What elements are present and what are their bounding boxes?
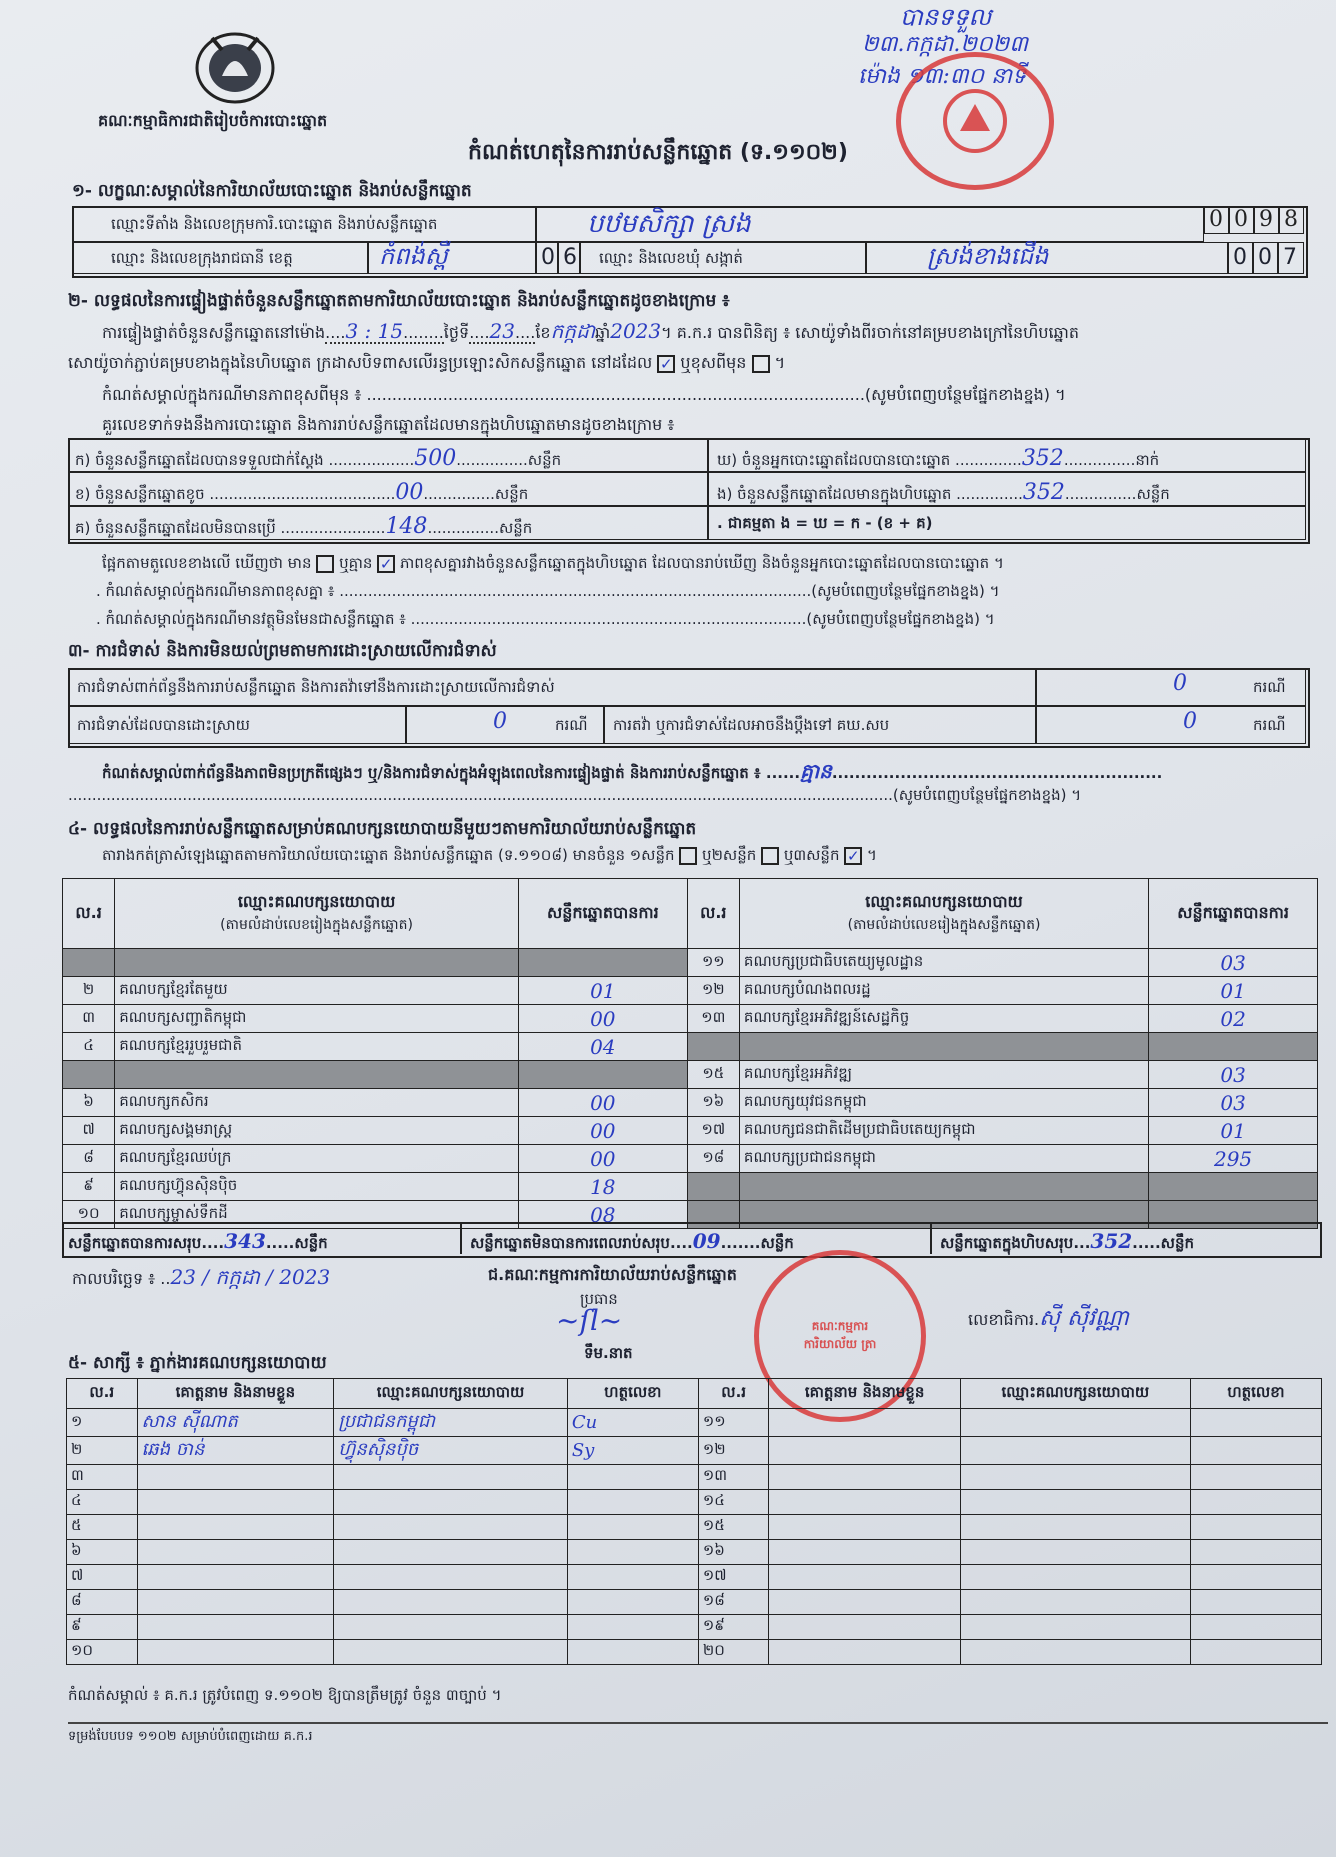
party-name: គណបក្សសង្គមរាស្ត្រ [115,1117,519,1145]
party-name [739,1173,1148,1201]
s1-row1-value: បឋមសិក្សា ស្រង [587,209,751,239]
total-in-box: សន្លឹកឆ្នោតក្នុងហិបសរុប...352.....សន្លឹក [940,1229,1194,1253]
witness-number: ១១ [698,1409,769,1437]
section4-heading: ៤- លទ្ធផលនៃការរាប់សន្លឹកឆ្នោតសម្រាប់គណបក្សនយោបាយនីមួយៗតាមការិយាល័យរាប់សន្លឹកឆ្នោត [68,819,697,839]
witness-name [769,1409,960,1437]
valid-votes [518,1061,687,1089]
valid-votes: 03 [1149,1089,1318,1117]
party-row [63,1145,1318,1173]
row-number: ១៣ [687,1005,739,1033]
party-row [63,1173,1318,1201]
party-name: គណបក្សប្រជាជនកម្ពុជា [739,1145,1148,1173]
s4-sub: តារាងកត់ត្រាសំឡេងឆ្នោតតាមការិយាល័យបោះឆ្នោត និងរាប់សន្លឹកឆ្នោត (ទ.១១០៨) មានចំនួន ១សន្លឹក ឬ២សន្លឹក ឬ៣សន្លឹក ✓ ។ [102,846,877,865]
org-name: គណៈកម្មាធិការជាតិរៀបចំការបោះឆ្នោត [98,111,328,130]
witness-signature [567,1515,698,1540]
s1-row2-code2-2: 0 [1253,242,1278,274]
party-row [63,1033,1318,1061]
witness-table: ល.រ គោត្តនាម និងនាមខ្លួន ឈ្មោះគណបក្សនយោបាយ ហត្ថលេខា ល.រ គោត្តនាម និងនាមខ្លួន ឈ្មោះគណបក្សនយោបាយ ហត្ថលេខា ១ សាន ស៊ីណាត ប្រជាជនកម្ពុជា Cu ១១ ២ ឆេង ចាន់ ហ៊្វុនស៊ិនប៉ិច Sy ១២ ៣ ១៣ ៤ ១៤ ៥ ១៥ ៦ ១៦ ៧ ១៧ ៨ ១៨ ៩ ១៩ ១០ ២០ [66,1378,1322,1665]
witness-party [334,1490,568,1515]
valid-votes: 00 [518,1145,687,1173]
row-number [63,949,115,977]
row-number [687,1033,739,1061]
witness-party [960,1409,1190,1437]
valid-votes: 02 [1149,1005,1318,1033]
witness-name [137,1465,334,1490]
section5-heading: ៥- សាក្សី ៖ ភ្នាក់ងារគណបក្សនយោបាយ [68,1353,327,1373]
count-d-row: ឃ) ចំនួនអ្នកបោះឆ្នោតដែលបានបោះឆ្នោត ..............352...............នាក់ [708,438,1306,472]
witness-number: ១៦ [698,1540,769,1565]
witness-number: ៦ [67,1540,138,1565]
witness-signature [1190,1590,1321,1615]
party-name [115,1061,519,1089]
witness-party [334,1565,568,1590]
s1-code-1: 0 [1204,206,1229,234]
row-number: ១១ [687,949,739,977]
s1-row2-code-1: 0 [536,242,558,274]
witness-name [137,1640,334,1665]
witness-signature [567,1490,698,1515]
s1-row2-label2: ឈ្មោះ និងលេខឃុំ សង្កាត់ [599,249,743,267]
party-name: គណបក្សខ្មែររួបរួមជាតិ [115,1033,519,1061]
witness-signature [1190,1490,1321,1515]
three-sheets-checkbox[interactable]: ✓ [844,847,862,865]
emblem-icon [192,26,278,106]
party-name: គណបក្សខ្មែរអភិវឌ្ឍ [739,1061,1148,1089]
changed-checkbox[interactable] [752,355,770,373]
witness-party [334,1590,568,1615]
witness-name [769,1540,960,1565]
witness-name [769,1465,960,1490]
witness-party [960,1465,1190,1490]
witness-signature: Sy [567,1437,698,1465]
party-name: គណបក្សខ្មែរអភិវឌ្ឍន៍សេដ្ឋកិច្ច [739,1005,1148,1033]
witness-number: ៩ [67,1615,138,1640]
witness-number: ១ [67,1409,138,1437]
s3-row2-value2-cell: 0 ករណី [1036,706,1306,744]
witness-number: ១០ [67,1640,138,1665]
s1-row1-value-cell [536,206,1204,242]
s1-code-4: 8 [1279,206,1304,234]
party-name [739,1033,1148,1061]
witness-number: ៤ [67,1490,138,1515]
row-number [63,1061,115,1089]
witness-name [137,1490,334,1515]
witness-number: ៨ [67,1590,138,1615]
witness-name [769,1640,960,1665]
witness-party [960,1590,1190,1615]
formula-row: . ជាគម្មតា ង = ឃ = ក - (ខ + គ) [708,506,1306,540]
s1-row2-code2-1: 0 [1228,242,1253,274]
witness-party [334,1540,568,1565]
witness-signature: Cu [567,1409,698,1437]
row-number: ២ [63,977,115,1005]
party-row [63,1061,1318,1089]
unchanged-checkbox[interactable]: ✓ [657,355,675,373]
s3-row2-label2-cell: ការតវ៉ា ឬការជំទាស់ដែលអាចនឹងប្តឹងទៅ គឃ.សប [604,706,1036,744]
witness-name [769,1590,960,1615]
witness-party [960,1437,1190,1465]
witness-signature [1190,1465,1321,1490]
s1-row2-value: កំពង់ស្ពឺ [379,242,448,270]
received-date: ២៣.កក្កដា.២០២៣ [862,32,1028,57]
party-row [63,1005,1318,1033]
s1-row2-code2-3: 7 [1278,242,1304,274]
section3-heading: ៣- ការជំទាស់ និងការមិនយល់ព្រមតាមការដោះស្រាយលើការជំទាស់ [68,641,497,661]
party-name: គណបក្សខ្មែរឈប់ក្រ [115,1145,519,1173]
witness-row [67,1490,1322,1515]
witness-party [334,1640,568,1665]
witness-number: ១២ [698,1437,769,1465]
valid-votes [1149,1033,1318,1061]
witness-number: ៣ [67,1465,138,1490]
row-number: ១៥ [687,1061,739,1089]
row-number: ៩ [63,1173,115,1201]
witness-party [960,1490,1190,1515]
s2-line4: គួរលេខទាក់ទងនឹងការបោះឆ្នោត និងការរាប់សន្លឹកឆ្នោតដែលមានក្នុងហិបឆ្នោតមានដូចខាងក្រោម ៖ [102,415,675,434]
row-number: ៣ [63,1005,115,1033]
witness-signature [567,1640,698,1665]
party-name: គណបក្សប្រជាធិបតេយ្យមូលដ្ឋាន [739,949,1148,977]
party-row [63,977,1318,1005]
president-signature: ~ſl~ [556,1304,623,1337]
witness-name [137,1590,334,1615]
party-name: គណបក្សម្ចាស់ទឹកដី [115,1201,519,1229]
witness-name [769,1490,960,1515]
valid-votes: 03 [1149,949,1318,977]
row-number [687,1173,739,1201]
witness-party [334,1515,568,1540]
diff-yes-checkbox[interactable] [316,555,334,573]
diff-no-checkbox[interactable]: ✓ [377,555,395,573]
footer-divider [68,1722,1328,1724]
row-number: ១៦ [687,1089,739,1117]
footer-note: កំណត់សម្គាល់ ៖ គ.ក.រ ត្រូវបំពេញ ទ.១១០២ ឱ្យបានត្រឹមត្រូវ ចំនួន ៣ច្បាប់ ។ [68,1686,502,1704]
witness-signature [1190,1640,1321,1665]
total-invalid: សន្លឹកឆ្នោតមិនបានការពេលរាប់សរុប....09.......សន្លឹក [470,1229,794,1253]
witness-row [67,1437,1322,1465]
valid-votes [1149,1173,1318,1201]
witness-signature [1190,1409,1321,1437]
witness-row [67,1615,1322,1640]
one-sheet-checkbox[interactable] [679,847,697,865]
witness-number: ១៣ [698,1465,769,1490]
footer-form-ref: ទម្រង់បែបបទ ១១០២ សម្រាប់បំពេញដោយ គ.ក.រ [68,1729,313,1744]
count-b-row: ខ) ចំនួនសន្លឹកឆ្នោតខូច .......................................00...............សន្លឹក [68,472,708,506]
row-number: ៧ [63,1117,115,1145]
president-name: ទឹម.នាត [584,1344,633,1362]
witness-party [334,1615,568,1640]
row-number: ១០ [63,1201,115,1229]
witness-name [137,1540,334,1565]
valid-votes: 00 [518,1089,687,1117]
party-row [63,1117,1318,1145]
party-name: គណបក្សហ៊្វុនស៊ិនប៉ិច [115,1173,519,1201]
witness-signature [1190,1615,1321,1640]
s3-row1-label-cell: ការជំទាស់ពាក់ព័ន្ធនឹងការរាប់សន្លឹកឆ្នោត និងការតវ៉ាទៅនឹងការដោះស្រាយលើការជំទាស់ [68,668,1036,706]
valid-votes: 01 [1149,1117,1318,1145]
s1-row2-label2-cell [580,242,866,274]
row-number: ៤ [63,1033,115,1061]
witness-row [67,1409,1322,1437]
witness-name [769,1515,960,1540]
form-title: កំណត់ហេតុនៃការរាប់សន្លឹកឆ្នោត (ទ.១១០២) [468,140,848,165]
committee-label: ជ.គណៈកម្មការការិយាល័យរាប់សន្លឹកឆ្នោត [488,1265,737,1284]
witness-party [334,1465,568,1490]
witness-name [769,1437,960,1465]
witness-signature [567,1540,698,1565]
s3-note-line2: .............................................................................................................................................................................(សូមបំពេញបន្ថែមផ្នែកខាងខ្នង) ។ [68,786,1082,804]
s2-note-other: . កំណត់សម្គាល់ក្នុងករណីមានវត្ថុមិនមែនជាសន្លឹកឆ្នោត ៖ ...................................................................................(សូមបំពេញបន្ថែមផ្នែកខាងខ្នង) ។ [96,610,995,628]
row-number: ១៨ [687,1145,739,1173]
witness-party [960,1640,1190,1665]
valid-votes: 01 [1149,977,1318,1005]
witness-number: ៥ [67,1515,138,1540]
s2-note-diff: . កំណត់សម្គាល់ក្នុងករណីមានភាពខុសគ្នា ៖ ...................................................................................................(សូមបំពេញបន្ថែមផ្នែកខាងខ្នង) ។ [96,582,1000,600]
witness-party [960,1540,1190,1565]
received-stamp [896,52,1054,190]
valid-votes: 08 [518,1201,687,1229]
witness-signature [1190,1540,1321,1565]
party-name: គណបក្សសញ្ជាតិកម្ពុជា [115,1005,519,1033]
witness-party [960,1565,1190,1590]
witness-number: ១៥ [698,1515,769,1540]
s1-row2-value2: ស្រង់ខាងជើង [927,242,1049,270]
witness-signature [1190,1565,1321,1590]
s3-note: កំណត់សម្គាល់ពាក់ព័ន្ធនឹងភាពមិនប្រក្រតីផ្សេងៗ ឬ/និងការជំទាស់ក្នុងអំឡុងពេលនៃការផ្ទៀងផ្ទាត់ និងការរាប់សន្លឹកឆ្នោត ៖ ......គ្មាន.......................................................... [102,759,1163,783]
witness-name [137,1565,334,1590]
party-name [115,949,519,977]
committee-stamp: គណៈកម្មការការិយាល័យ ត្រា [754,1250,926,1422]
received-note: បានទទួល [900,3,992,31]
witness-party [960,1615,1190,1640]
s1-row2-label: ឈ្មោះ និងលេខក្រុងរាជធានី ខេត្ត [111,249,293,267]
party-name: គណបក្សខ្មែរតែមួយ [115,977,519,1005]
s2-line1: ការផ្ទៀងផ្ទាត់ចំនួនសន្លឹកឆ្នោតនៅម៉ោង....3 : 15........ថ្ងៃទី....23....ខែកក្កដាឆ្នាំ2023។ គ.ក.រ បានពិនិត្យ ៖ សោយ៉ូទាំងពីរចាក់នៅគម្របខាងក្រៅនៃហិបឆ្នោត [102,319,1079,343]
witness-row [67,1540,1322,1565]
s1-row2-code-2: 6 [558,242,580,274]
section1-heading: ១- លក្ខណៈសម្គាល់នៃការិយាល័យបោះឆ្នោត និងរាប់សន្លឹកឆ្នោត [72,181,472,201]
two-sheets-checkbox[interactable] [761,847,779,865]
party-name: គណបក្សយុវជនកម្ពុជា [739,1089,1148,1117]
row-number: ១២ [687,977,739,1005]
witness-name [137,1615,334,1640]
witness-row [67,1565,1322,1590]
s1-row2-label-cell [72,242,368,274]
valid-votes: 00 [518,1117,687,1145]
party-name: គណបក្សកសិករ [115,1089,519,1117]
s3-row2-value-cell: 0 ករណី [406,706,604,744]
count-e-row: ង) ចំនួនសន្លឹកឆ្នោតដែលមានក្នុងហិបឆ្នោត ..............352...............សន្លឹក [708,472,1306,506]
witness-number: ១៨ [698,1590,769,1615]
witness-name: ឆេង ចាន់ [137,1437,334,1465]
party-name: គណបក្សបំណងពលរដ្ឋ [739,977,1148,1005]
section2-heading: ២- លទ្ធផលនៃការផ្ទៀងផ្ទាត់ចំនួនសន្លឹកឆ្នោតតាមការិយាល័យបោះឆ្នោត និងរាប់សន្លឹកឆ្នោតដូចខាងក្រោម ៖ [68,291,730,311]
s2-line2: សោយ៉ូចាក់ភ្ជាប់គម្របខាងក្នុងនៃហិបឆ្នោត ក្រដាសបិទពាសលើរន្ធប្រឡោះសិកសន្លឹកឆ្នោត នៅដដែល ✓ ឬខុសពីមុន ។ [68,353,786,373]
witness-signature [567,1565,698,1590]
witness-row [67,1515,1322,1540]
witness-number: ១៩ [698,1615,769,1640]
s2-compare: ផ្អែកតាមតួលេខខាងលើ ឃើញថា មាន ឬគ្មាន ✓ ភាពខុសគ្នារវាងចំនួនសន្លឹកឆ្នោតក្នុងហិបឆ្នោត ដែលបានរាប់ឃើញ និងចំនួនអ្នកបោះឆ្នោតដែលបានបោះឆ្នោត ។ [102,554,1004,573]
s3-row2-label-cell: ការជំទាស់ដែលបានដោះស្រាយ [68,706,406,744]
s3-row1-value-cell: 0 ករណី [1036,668,1306,706]
total-valid: សន្លឹកឆ្នោតបានការសរុប....343.....សន្លឹក [68,1229,328,1253]
witness-name [137,1515,334,1540]
witness-number: ២០ [698,1640,769,1665]
witness-name: សាន ស៊ីណាត [137,1409,334,1437]
witness-row [67,1590,1322,1615]
witness-number: ៧ [67,1565,138,1590]
date-line: កាលបរិច្ឆេទ ៖ ..23 / កក្កដា / 2023 [72,1265,331,1289]
valid-votes: 03 [1149,1061,1318,1089]
valid-votes: 04 [518,1033,687,1061]
count-a-row: ក) ចំនួនសន្លឹកឆ្នោតដែលបានទទួលជាក់ស្តែង ..................500...............សន្លឹក [68,438,708,472]
s1-row2-value2-cell [866,242,1228,274]
president-label: ប្រធាន [580,1290,618,1308]
party-name: គណបក្សជនជាតិដើមប្រជាធិបតេយ្យកម្ពុជា [739,1117,1148,1145]
row-number: ៦ [63,1089,115,1117]
count-c-row: គ) ចំនួនសន្លឹកឆ្នោតដែលមិនបានប្រើ ......................148...............សន្លឹក [68,506,708,540]
witness-number: ២ [67,1437,138,1465]
party-row [63,949,1318,977]
witness-party: ហ៊្វុនស៊ិនប៉ិច [334,1437,568,1465]
s1-code-3: 9 [1254,206,1279,234]
s1-code-2: 0 [1229,206,1254,234]
witness-row [67,1640,1322,1665]
witness-signature [567,1615,698,1640]
witness-row [67,1465,1322,1490]
valid-votes: 18 [518,1173,687,1201]
witness-name [769,1615,960,1640]
valid-votes: 01 [518,977,687,1005]
witness-party [960,1515,1190,1540]
s1-row1-label-cell [72,206,536,242]
witness-signature [567,1465,698,1490]
witness-number: ១៤ [698,1490,769,1515]
row-number: ១៧ [687,1117,739,1145]
party-row [63,1089,1318,1117]
s2-line3: កំណត់សម្គាល់ក្នុងករណីមានភាពខុសពីមុន ៖ ..................................................................................................(សូមបំពេញបន្ថែមផ្នែកខាងខ្នង) ។ [102,385,1066,404]
witness-number: ១៧ [698,1565,769,1590]
valid-votes: 295 [1149,1145,1318,1173]
witness-name [769,1565,960,1590]
witness-party: ប្រជាជនកម្ពុជា [334,1409,568,1437]
witness-signature [1190,1437,1321,1465]
secretary-line: លេខាធិការ.ស៊ី ស៊ីវណ្ណា [968,1306,1129,1331]
valid-votes [518,949,687,977]
party-results-table: ល.រ ឈ្មោះគណបក្សនយោបាយ (តាមលំដាប់លេខរៀងក្នុងសន្លឹកឆ្នោត) សន្លឹកឆ្នោតបានការ ល.រ ឈ្មោះគណបក្សនយោបាយ (តាមលំដាប់លេខរៀងក្នុងសន្លឹកឆ្នោត) សន្លឹកឆ្នោតបានការ ១១ គណបក្សប្រជាធិបតេយ្យមូលដ្ឋាន 03 ២ គណបក្សខ្មែរតែមួយ 01 ១២ គណបក្សបំណងពលរដ្ឋ 01 ៣ គណបក្សសញ្ជាតិកម្ពុជា 00 ១៣ គណបក្សខ្មែរអភិវឌ្ឍន៍សេដ្ឋកិច្ច 02 ៤ គណបក្សខ្មែររួបរួមជាតិ 04 ១៥ គណបក្សខ្មែរអភិវឌ្ឍ 03 ៦ គណបក្សកសិករ 00 ១៦ គណបក្សយុវជនកម្ពុជា 03 ៧ គណបក្សសង្គមរាស្ត្រ 00 ១៧ គណបក្សជនជាតិដើមប្រជាធិបតេយ្យកម្ពុជា 01 ៨ គណបក្សខ្មែរឈប់ក្រ 00 ១៨ គណបក្សប្រជាជនកម្ពុជា 295 ៩ គណបក្សហ៊្វុនស៊ិនប៉ិច 18 ១០ គណបក្សម្ចាស់ទឹកដី 08 [62,878,1318,1229]
received-time: ម៉ោង ១៣:៣០ នាទី [858,64,1027,89]
s1-row2-value-cell [368,242,536,274]
witness-signature [567,1590,698,1615]
row-number: ៨ [63,1145,115,1173]
valid-votes: 00 [518,1005,687,1033]
s1-row1-label: ឈ្មោះទីតាំង និងលេខក្រុមការិ.បោះឆ្នោត និងរាប់សន្លឹកឆ្នោត [111,215,438,233]
witness-signature [1190,1515,1321,1540]
